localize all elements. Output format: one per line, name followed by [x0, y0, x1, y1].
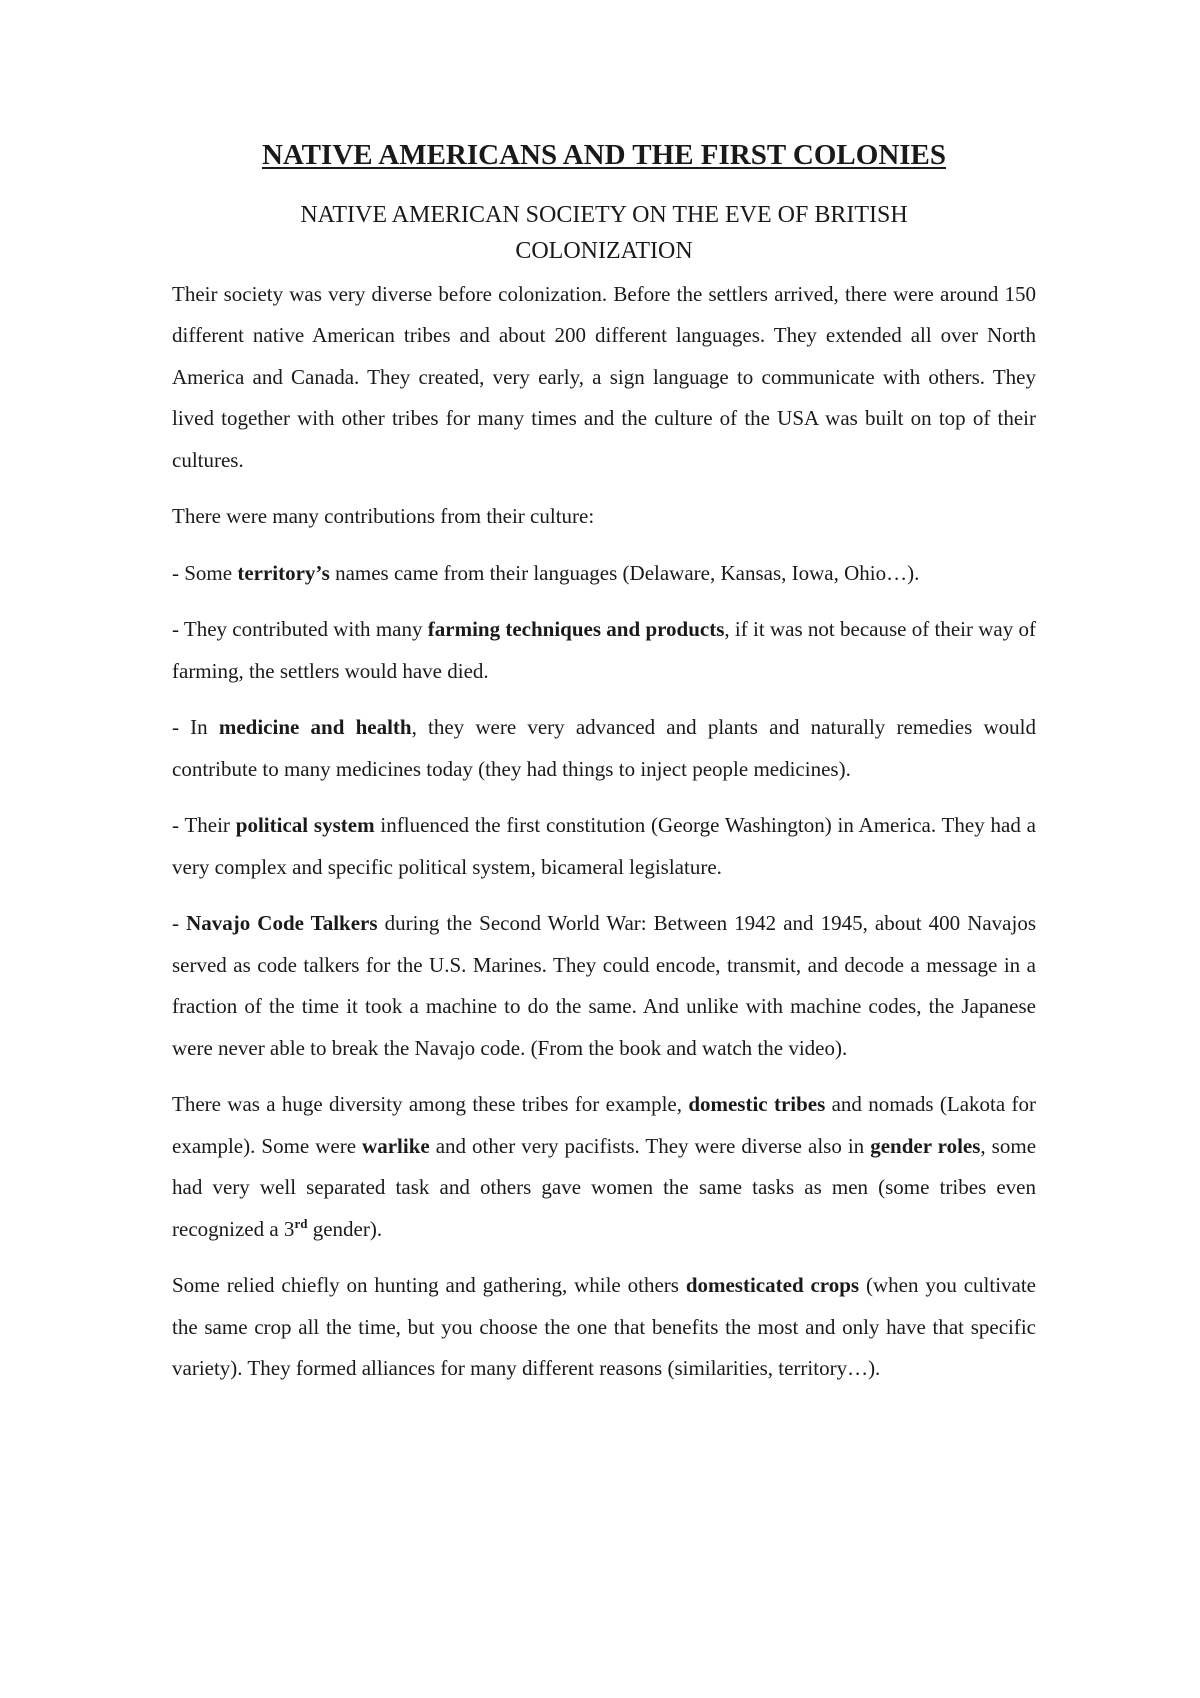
keyword-warlike: warlike [362, 1133, 430, 1158]
list-item-territory [172, 553, 1036, 595]
list-item-text: - They contributed with many [172, 617, 428, 642]
paragraph-text: and nomads (Lakota for example). Some were [172, 1092, 1037, 1158]
keyword-domestic-tribes: domestic tribes [688, 1092, 826, 1117]
list-item-navajo [172, 903, 1036, 1069]
paragraph-text: (when you cultivate the same crop all the time, but you choose the one that benefits the most and only have that specific variety). They formed alliances for many different reasons (similarities, territory…). [172, 1273, 1037, 1381]
list-item-text: , they were very advanced and plants and naturally remedies would contribute to many medicines today (they had things to inject people medicines). [172, 715, 1036, 781]
list-item-keyword: political system [235, 813, 375, 838]
paragraph-text: gender). [307, 1216, 383, 1241]
list-item-text: - Some [172, 560, 238, 585]
list-item-medicine [172, 707, 1036, 790]
list-item-text: , if it was not because of their way of farming, the settlers would have died. [172, 617, 1037, 683]
section-heading: NATIVE AMERICAN SOCIETY ON THE EVE OF BRITISH COLONIZATION [300, 201, 908, 264]
list-item-keyword: territory’s [237, 560, 330, 585]
contributions-lead: There were many contributions from their culture: [172, 504, 595, 529]
ordinal-suffix: rd [294, 1215, 308, 1231]
intro-paragraph: Their society was very diverse before colonization. Before the settlers arrived, there were around 150 different native American tribes and about 200 different languages. They extended all over North America and Canada. They created, very early, a sign language to communicate with others. They lived together with other tribes for many times and the culture of the USA was built on top of their cultures. [172, 281, 1036, 472]
list-item-text: - [172, 911, 187, 936]
keyword-gender-roles: gender roles [870, 1133, 981, 1158]
paragraph-text: There was a huge diversity among these tribes for example, [172, 1092, 689, 1117]
list-item-text: names came from their languages (Delaware, Kansas, Iowa, Ohio…). [329, 560, 920, 585]
diversity-paragraph [172, 1084, 1036, 1250]
keyword-domesticated-crops: domesticated crops [685, 1273, 860, 1298]
list-item-keyword: farming techniques and products [427, 617, 725, 642]
list-item-text: - Their [172, 813, 236, 838]
list-item-keyword: medicine and health [218, 715, 412, 740]
list-item-keyword: Navajo Code Talkers [186, 911, 378, 936]
paragraph-text: Some relied chiefly on hunting and gathering, while others [172, 1273, 686, 1298]
list-item-political [172, 805, 1036, 888]
crops-paragraph [172, 1265, 1036, 1390]
list-item-text: - In [172, 715, 219, 740]
list-item-text: during the Second World War: Between 1942 and 1945, about 400 Navajos served as code talkers for the U.S. Marines. They could encode, transmit, and decode a message in a fraction of the time it took a machine to do the same. And unlike with machine codes, the Japanese were never able to break the Navajo code. (From the book and watch the video). [172, 911, 1037, 1060]
document-page [172, 138, 1036, 1405]
list-item-farming [172, 609, 1036, 692]
paragraph-text: and other very pacifists. They were diverse also in [429, 1133, 871, 1158]
list-item-text: influenced the first constitution (George Washington) in America. They had a very complex and specific political system, bicameral legislature. [172, 813, 1037, 879]
paragraph-text: , some had very well separated task and others gave women the same tasks as men (some tribes even recognized a 3 [172, 1133, 1037, 1241]
document-title: NATIVE AMERICANS AND THE FIRST COLONIES [261, 139, 947, 171]
